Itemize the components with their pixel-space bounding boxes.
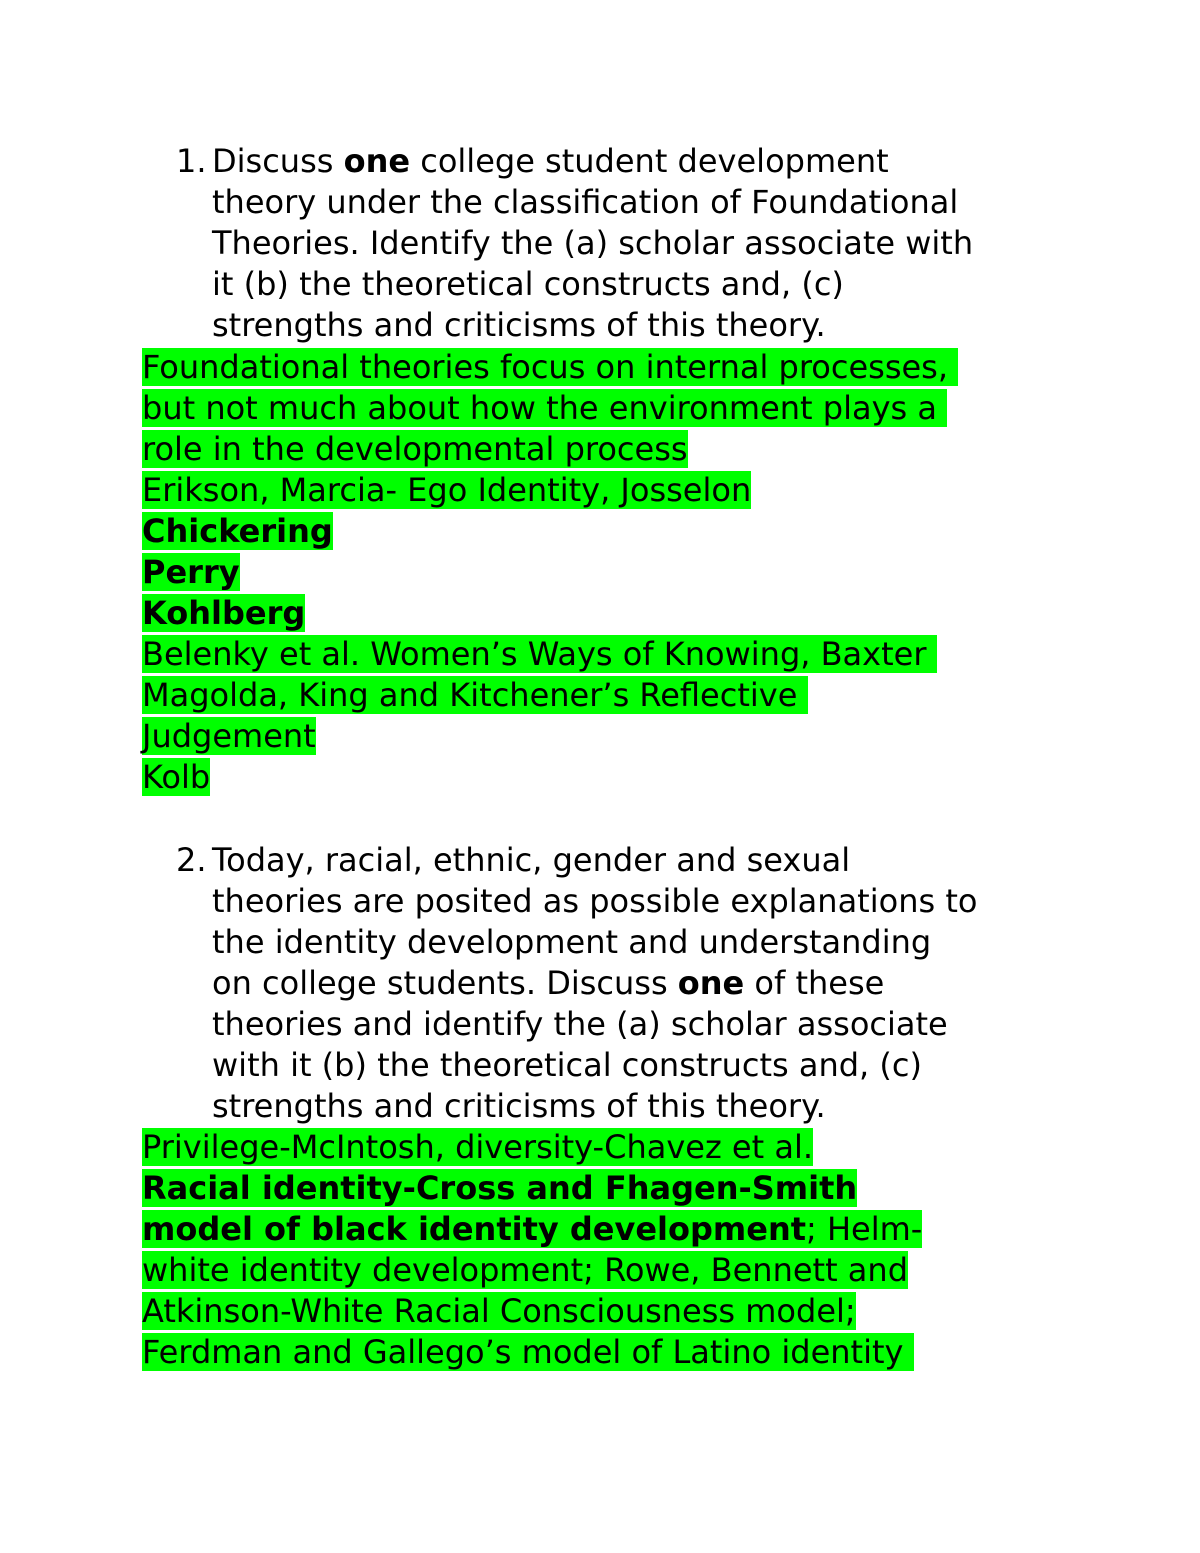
question-1-line-1: Discuss one college student development	[212, 142, 889, 180]
question-1-line-4: it (b) the theoretical constructs and, (c)	[212, 265, 844, 303]
question-1-number: 1.	[176, 142, 207, 180]
answer-2-line-2: Racial identity-Cross and Fhagen-Smith	[142, 1169, 858, 1207]
answer-1-line-3: role in the developmental process	[142, 430, 688, 468]
question-2-number: 2.	[176, 841, 207, 879]
question-2-line-5: theories and identify the (a) scholar associate	[212, 1005, 948, 1043]
question-2-line-4: on college students. Discuss one of these	[212, 964, 885, 1002]
answer-2-line-3: model of black identity development; Helm-	[142, 1210, 923, 1248]
answer-1-line-1: Foundational theories focus on internal processes,	[142, 348, 959, 386]
answer-1-line-6: Perry	[142, 553, 240, 591]
answer-2-line-4: white identity development; Rowe, Bennett and	[142, 1251, 908, 1289]
answer-1-line-10: Judgement	[142, 717, 316, 755]
answer-1-line-8: Belenky et al. Women’s Ways of Knowing, Baxter	[142, 635, 937, 673]
question-2-line-3: the identity development and understanding	[212, 923, 932, 961]
question-1-line-3: Theories. Identify the (a) scholar associate with	[212, 224, 974, 262]
answer-1-line-9: Magolda, King and Kitchener’s Reflective	[142, 676, 808, 714]
answer-1-line-5: Chickering	[142, 512, 333, 550]
answer-2-line-1: Privilege-McIntosh, diversity-Chavez et al.	[142, 1128, 813, 1166]
answer-2-line-5: Atkinson-White Racial Consciousness model;	[142, 1292, 856, 1330]
question-2-line-6: with it (b) the theoretical constructs and, (c)	[212, 1046, 922, 1084]
question-1-line-2: theory under the classification of Foundational	[212, 183, 959, 221]
answer-1-line-4: Erikson, Marcia- Ego Identity, Josselon	[142, 471, 752, 509]
answer-1-line-11: Kolb	[142, 758, 211, 796]
question-2-line-2: theories are posited as possible explanations to	[212, 882, 978, 920]
question-2-line-7: strengths and criticisms of this theory.	[212, 1087, 826, 1125]
answer-2-line-6: Ferdman and Gallego’s model of Latino identity	[142, 1333, 914, 1371]
question-1-line-5: strengths and criticisms of this theory.	[212, 306, 826, 344]
answer-1-line-2: but not much about how the environment plays a	[142, 389, 948, 427]
answer-1-line-7: Kohlberg	[142, 594, 306, 632]
question-2-line-1: Today, racial, ethnic, gender and sexual	[212, 841, 851, 879]
